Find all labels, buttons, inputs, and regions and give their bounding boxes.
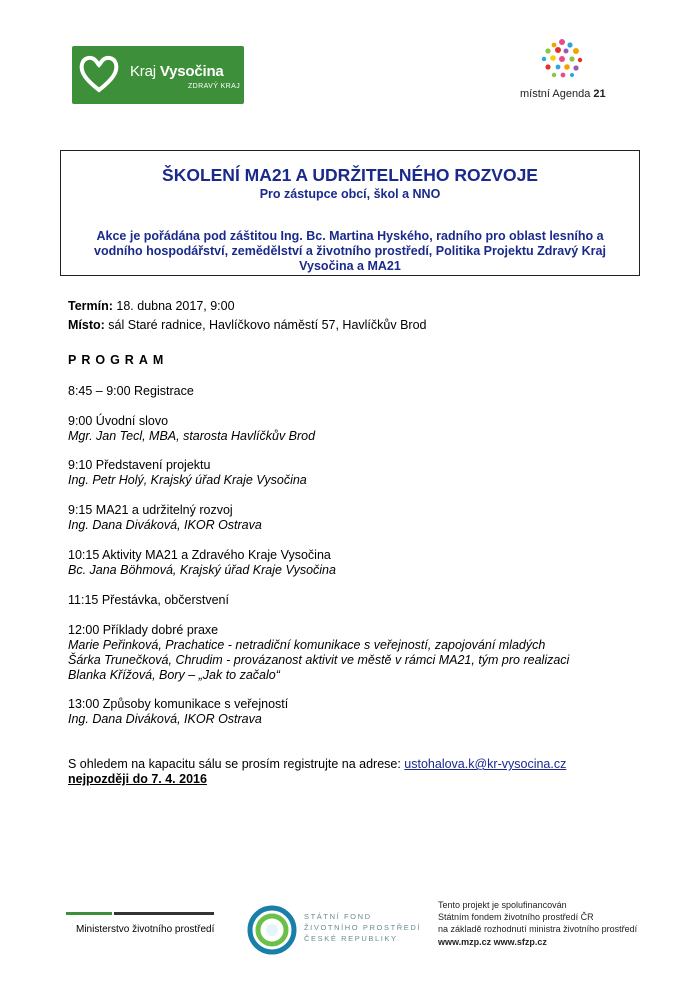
program-item-speaker: Bc. Jana Böhmová, Krajský úřad Kraje Vysočina (68, 563, 336, 577)
kraj-logo-name: Vysočina (159, 63, 224, 80)
funding-note-links: www.mzp.cz www.sfzp.cz (438, 937, 547, 947)
kraj-logo-tagline: ZDRAVÝ KRAJ (188, 83, 241, 90)
kraj-vysocina-logo (72, 46, 244, 104)
ma21-logo-prefix: místní Agenda (520, 88, 591, 100)
patronage-text (71, 229, 629, 274)
ministry-name: Ministerstvo životního prostředí (76, 924, 215, 935)
program-item-speaker: Ing. Petr Holý, Krajský úřad Kraje Vysočina (68, 473, 307, 487)
patronage-line-2: vodního hospodářství, zemědělství a životního prostředí, Politika Projektu Zdravý Kraj (94, 244, 606, 258)
program-item-title: 11:15 Přestávka, občerstvení (68, 593, 229, 607)
heart-icon (76, 50, 122, 96)
program-item-title: 10:15 Aktivity MA21 a Zdravého Kraje Vysočina (68, 548, 331, 562)
program-item-title: 8:45 – 9:00 Registrace (68, 384, 194, 398)
program-item-speaker: Ing. Dana Diváková, IKOR Ostrava (68, 518, 262, 532)
date-label: Termín: (68, 299, 113, 313)
registration-email-link[interactable]: ustohalova.k@kr-vysocina.cz (404, 757, 567, 771)
sfzp-logo (246, 902, 422, 958)
page-title: ŠKOLENÍ MA21 A UDRŽITELNÉHO ROZVOJE (162, 165, 538, 185)
place-label: Místo: (68, 318, 105, 332)
program-item-speaker: Ing. Dana Diváková, IKOR Ostrava (68, 712, 262, 726)
program-item-speaker: Šárka Trunečková, Chrudim - provázanost aktivit ve městě v rámci MA21, tým pro realizaci (68, 653, 570, 667)
program-heading: PROGRAM (68, 353, 169, 367)
ma21-logo-number: 21 (593, 88, 606, 100)
registration-text: S ohledem na kapacitu sálu se prosím registrujte na adrese: (68, 757, 405, 771)
fund-name-line-1: STÁTNÍ FOND (304, 912, 372, 921)
patronage-line-1: Akce je pořádána pod záštitou Ing. Bc. Martina Hyského, radního pro oblast lesního a (96, 229, 604, 243)
kraj-logo-prefix: Kraj (130, 63, 156, 80)
program-item-title: 13:00 Způsoby komunikace s veřejností (68, 697, 289, 711)
program-item-title: 9:10 Představení projektu (68, 458, 211, 472)
registration-line (68, 757, 566, 771)
page-subtitle: Pro zástupce obcí, škol a NNO (259, 187, 441, 201)
fund-name-line-2: ŽIVOTNÍHO PROSTŘEDÍ (304, 923, 422, 932)
ma21-logo (510, 38, 620, 106)
ministry-logo (66, 912, 216, 942)
funding-note-line-2: Státním fondem životního prostředí ČR (438, 912, 594, 922)
program-item-title: 12:00 Příklady dobré praxe (68, 623, 219, 637)
place-line (68, 318, 426, 332)
date-line (68, 299, 235, 313)
sfzp-circle-icon (246, 902, 298, 958)
funding-note (438, 900, 658, 956)
date-value: 18. dubna 2017, 9:00 (112, 299, 235, 313)
program-item-title: 9:00 Úvodní slovo (68, 414, 169, 428)
patronage-line-3: Vysočina a MA21 (299, 259, 401, 273)
program-item-speaker: Blanka Křížová, Bory – „Jak to začalo“ (68, 668, 280, 682)
ministry-logo-bar (114, 912, 214, 915)
place-value: sál Staré radnice, Havlíčkovo náměstí 57, Havlíčkův Brod (104, 318, 427, 332)
funding-note-line-3: na základě rozhodnutí ministra životního prostředí (438, 924, 638, 934)
program-item-speaker: Mgr. Jan Tecl, MBA, starosta Havlíčkův Brod (68, 429, 316, 443)
ministry-logo-bar (66, 912, 112, 915)
registration-deadline: nejpozději do 7. 4. 2016 (68, 772, 207, 786)
ma21-dots-icon (532, 38, 592, 84)
title-box (60, 150, 640, 276)
program-item-speaker: Marie Peřinková, Prachatice - netradiční komunikace s veřejností, zapojování mladých (68, 638, 546, 652)
funding-note-line-1: Tento projekt je spolufinancován (438, 900, 567, 910)
program-item-title: 9:15 MA21 a udržitelný rozvoj (68, 503, 233, 517)
fund-name-line-3: ČESKÉ REPUBLIKY (304, 934, 398, 943)
